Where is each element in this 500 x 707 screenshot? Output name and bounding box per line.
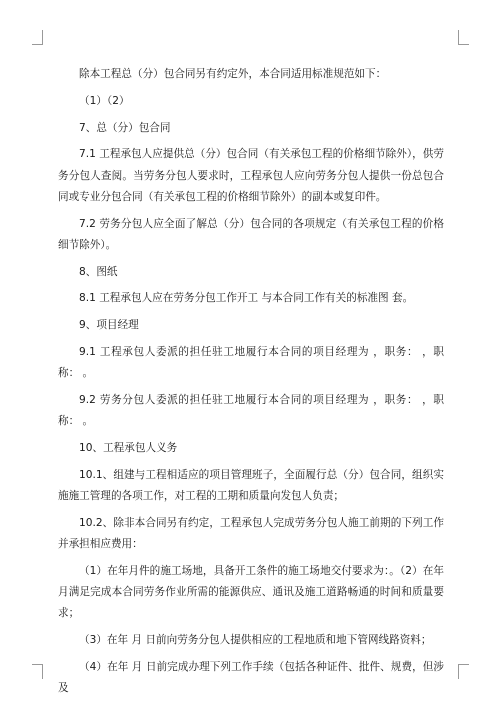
paragraph-10-2-item-4: （4）在年 月 日前完成办理下列工作手续（包括各种证件、批件、规费，但涉及 [58, 660, 444, 694]
paragraph-10-1: 10.1、组建与工程相适应的项目管理班子，全面履行总（分）包合同，组织实施施工管理的各项工作，对工程的工期和质量向发包人负责； [58, 468, 444, 502]
document-body [58, 64, 444, 705]
paragraph-10-2-item-3: （3）在年 月 日前向劳务分包人提供相应的工程地质和地下管网线路资料； [79, 633, 432, 646]
paragraph-standards-list: （1）（2） [79, 94, 130, 107]
paragraph-7-1: 7.1 工程承包人应提供总（分）包合同（有关承包工程的价格细节除外），供劳务分包人查阅。当劳务分包人要求时，工程承包人应向劳务分包人提供一份总包合同或专业分包合同（有关承包工程的价格细节除外）的副本或复印件。 [58, 148, 444, 203]
heading-section-9: 9、项目经理 [79, 319, 139, 332]
heading-section-10: 10、工程承包人义务 [79, 441, 178, 454]
paragraph-9-1: 9.1 工程承包人委派的担任驻工地履行本合同的项目经理为 ，职务： ，职称： 。 [58, 345, 444, 380]
paragraph-standards-intro: 除本工程总（分）包合同另有约定外，本合同适用标准规范如下： [79, 68, 387, 80]
crop-mark-top-left [32, 30, 43, 45]
heading-section-7: 7、总（分）包合同 [79, 121, 171, 134]
crop-mark-top-right [458, 30, 469, 45]
paragraph-9-2: 9.2 劳务分包人委派的担任驻工地履行本合同的项目经理为 ，职务： ，职称： 。 [58, 393, 444, 428]
crop-mark-bottom-left [32, 664, 43, 679]
paragraph-8-1: 8.1 工程承包人应在劳务分包工作开工 与本合同工作有关的标准图 套。 [79, 292, 414, 305]
crop-mark-bottom-right [458, 664, 469, 679]
paragraph-10-2-item-1-2: （1）在年月件的施工场地，具备开工条件的施工场地交付要求为：。（2）在年月满足完成本合同劳务作业所需的能源供应、通讯及施工道路畅通的时间和质量要求； [58, 564, 444, 620]
heading-section-8: 8、图纸 [79, 265, 118, 278]
paragraph-7-2: 7.2 劳务分包人应全面了解总（分）包合同的各项规定（有关承包工程的价格细节除外）。 [58, 217, 444, 251]
paragraph-10-2: 10.2、除非本合同另有约定，工程承包人完成劳务分包人施工前期的下列工作并承担相应费用： [58, 516, 444, 550]
